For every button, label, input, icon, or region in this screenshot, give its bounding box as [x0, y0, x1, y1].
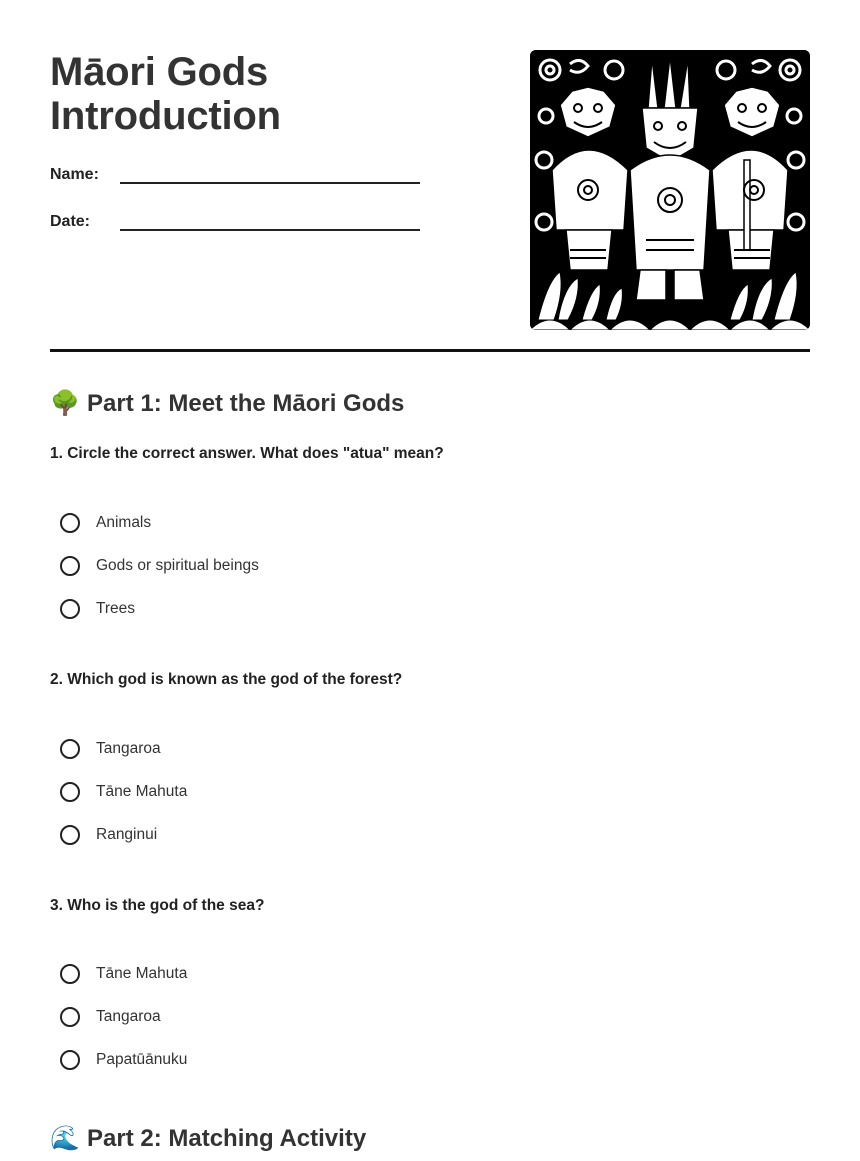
date-field [50, 211, 420, 231]
header-divider [50, 349, 810, 352]
part1-title-text: Part 1: Meet the Māori Gods [87, 389, 405, 417]
wave-icon: 🌊 [50, 1125, 80, 1152]
q2-option-2[interactable] [60, 779, 187, 805]
q1-option-1[interactable] [60, 510, 151, 536]
q2-option-1[interactable] [60, 736, 161, 762]
date-label: Date: [50, 213, 91, 230]
q3-option-3[interactable] [60, 1047, 187, 1073]
title-line-1: Māori Gods [50, 50, 269, 94]
part2-title-text: Part 2: Matching Activity [87, 1124, 367, 1152]
radio-circle[interactable] [60, 556, 80, 576]
carved-figures-illustration [530, 50, 810, 330]
question-2: 2. Which god is known as the god of the forest? [50, 671, 403, 688]
q2-option-3[interactable] [60, 822, 157, 848]
option-label: Tāne Mahuta [96, 783, 188, 800]
page-title [50, 50, 480, 138]
option-label: Tangaroa [96, 740, 161, 757]
question-1: 1. Circle the correct answer. What does "atua" mean? [50, 445, 444, 462]
q3-option-1[interactable] [60, 961, 187, 987]
radio-circle[interactable] [60, 782, 80, 802]
title-line-2: Introduction [50, 94, 281, 138]
radio-circle[interactable] [60, 964, 80, 984]
option-label: Tangaroa [96, 1008, 161, 1025]
date-line[interactable] [120, 211, 420, 231]
option-label: Gods or spiritual beings [96, 557, 259, 574]
q1-option-2[interactable] [60, 553, 259, 579]
option-label: Tāne Mahuta [96, 965, 188, 982]
question-3: 3. Who is the god of the sea? [50, 897, 265, 914]
radio-circle[interactable] [60, 739, 80, 759]
radio-circle[interactable] [60, 1050, 80, 1070]
radio-circle[interactable] [60, 1007, 80, 1027]
part2-title [50, 1124, 366, 1153]
name-label: Name: [50, 166, 99, 183]
name-line[interactable] [120, 164, 420, 184]
radio-circle[interactable] [60, 825, 80, 845]
part1-title [50, 389, 404, 418]
tree-icon: 🌳 [50, 390, 80, 417]
q1-option-3[interactable] [60, 596, 135, 622]
option-label: Trees [96, 600, 136, 617]
radio-circle[interactable] [60, 599, 80, 619]
q3-option-2[interactable] [60, 1004, 161, 1030]
option-label: Ranginui [96, 826, 158, 843]
option-label: Animals [96, 514, 152, 531]
radio-circle[interactable] [60, 513, 80, 533]
name-field [50, 164, 420, 184]
worksheet-header [50, 50, 810, 330]
option-label: Papatūānuku [96, 1051, 188, 1068]
